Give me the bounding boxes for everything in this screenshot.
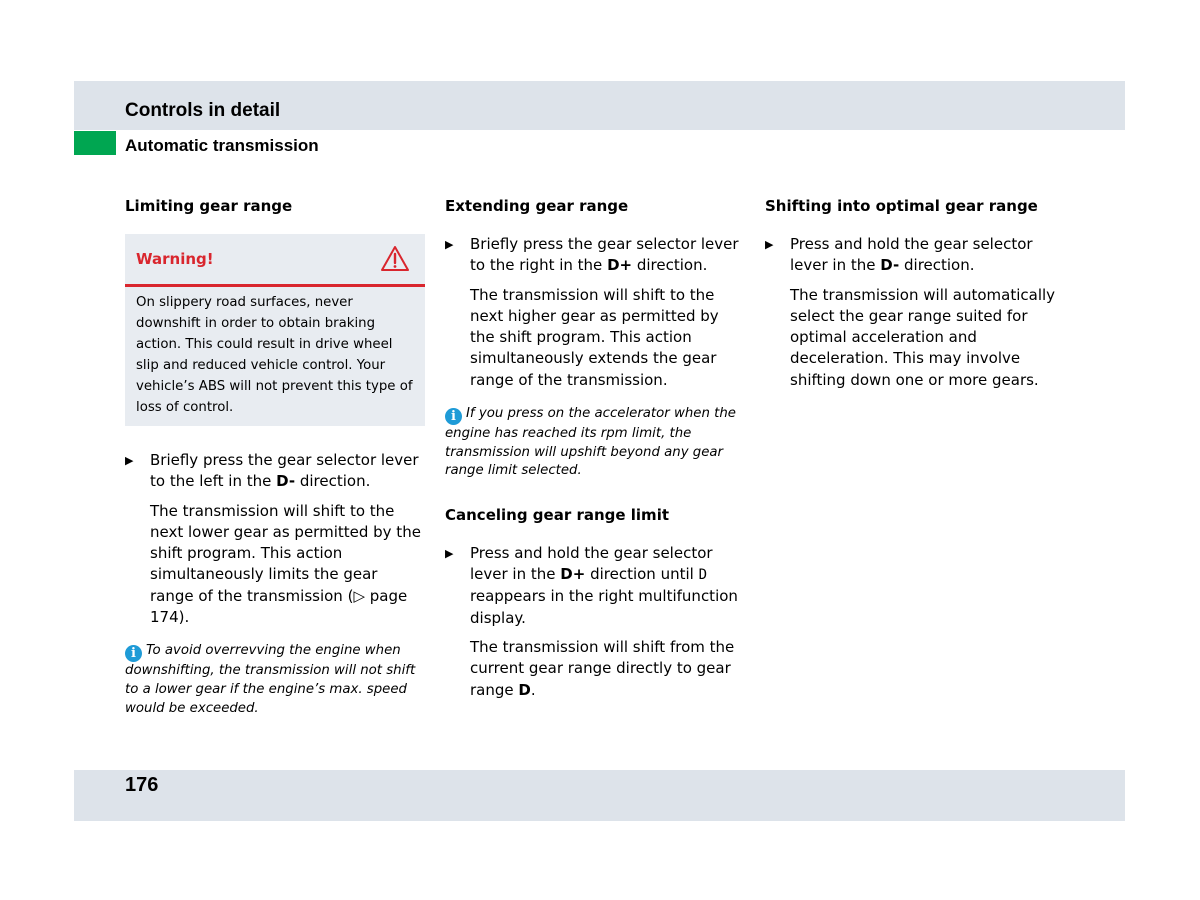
bullet-arrow-icon: ▶ bbox=[445, 238, 454, 251]
info-icon: i bbox=[445, 408, 462, 425]
step-item bbox=[765, 234, 1067, 277]
bullet-arrow-icon: ▶ bbox=[125, 454, 134, 467]
step-item bbox=[125, 450, 425, 493]
result-text: The transmission will shift to the next lower gear as permitted by the shift program. This action simultaneously limits the gear range of the transmission (▷ page 174). bbox=[150, 501, 421, 627]
warning-text: On slippery road surfaces, never downshift in order to obtain braking action. This could result in drive wheel slip and reduced vehicle control. Your vehicle’s ABS will not prevent this type of loss of control. bbox=[136, 295, 413, 415]
section-marker bbox=[74, 131, 116, 155]
heading-optimal-gear-range: Shifting into optimal gear range bbox=[765, 197, 1038, 215]
step-text: Press and hold the gear selector lever in the D- direction. bbox=[790, 235, 1033, 275]
result-text: The transmission will shift to the next higher gear as permitted by the shift program. This action simultaneously extends the gear range of the transmission. bbox=[470, 285, 719, 389]
step-text: Press and hold the gear selector lever in the D+ direction until D reappears in the right multifunction display. bbox=[470, 543, 738, 627]
result-text: The transmission will automatically select the gear range suited for optimal acceleration and deceleration. This may involve shifting down one or more gears. bbox=[790, 285, 1056, 389]
warning-box bbox=[125, 234, 425, 426]
display-symbol: D bbox=[698, 567, 708, 584]
page-number: 176 bbox=[125, 774, 159, 796]
heading-extending-gear-range: Extending gear range bbox=[445, 197, 629, 215]
step-item bbox=[445, 543, 747, 629]
page-reference-arrow-icon: ▷ bbox=[353, 586, 365, 605]
warning-triangle-icon bbox=[380, 245, 410, 278]
footer-band bbox=[74, 770, 1125, 821]
column-limiting-gear-range bbox=[125, 196, 425, 742]
bullet-arrow-icon: ▶ bbox=[445, 546, 454, 560]
column-extending-gear-range bbox=[445, 196, 747, 715]
result-text: The transmission will shift from the current gear range directly to gear range D. bbox=[470, 638, 735, 699]
info-note: i To avoid overrevving the engine when downshifting, the transmission will not shift to a lower gear if the engine’s max. speed would be exceeded. bbox=[125, 643, 416, 716]
info-note: i If you press on the accelerator when the engine has reached its rpm limit, the transmission will upshift beyond any gear range limit selected. bbox=[445, 406, 736, 479]
warning-label: Warning! bbox=[136, 250, 214, 268]
heading-limiting-gear-range: Limiting gear range bbox=[125, 197, 293, 215]
step-item bbox=[445, 234, 747, 277]
info-icon: i bbox=[125, 645, 142, 662]
step-text: Briefly press the gear selector lever to the right in the D+ direction. bbox=[470, 235, 739, 275]
heading-canceling-gear-range-limit: Canceling gear range limit bbox=[445, 505, 670, 524]
subsection-title: Automatic transmission bbox=[125, 136, 319, 155]
bullet-arrow-icon: ▶ bbox=[765, 238, 774, 251]
column-optimal-gear-range bbox=[765, 196, 1067, 405]
step-text: Briefly press the gear selector lever to the left in the D- direction. bbox=[150, 451, 419, 491]
section-title: Controls in detail bbox=[125, 100, 281, 121]
warning-header bbox=[125, 234, 425, 287]
